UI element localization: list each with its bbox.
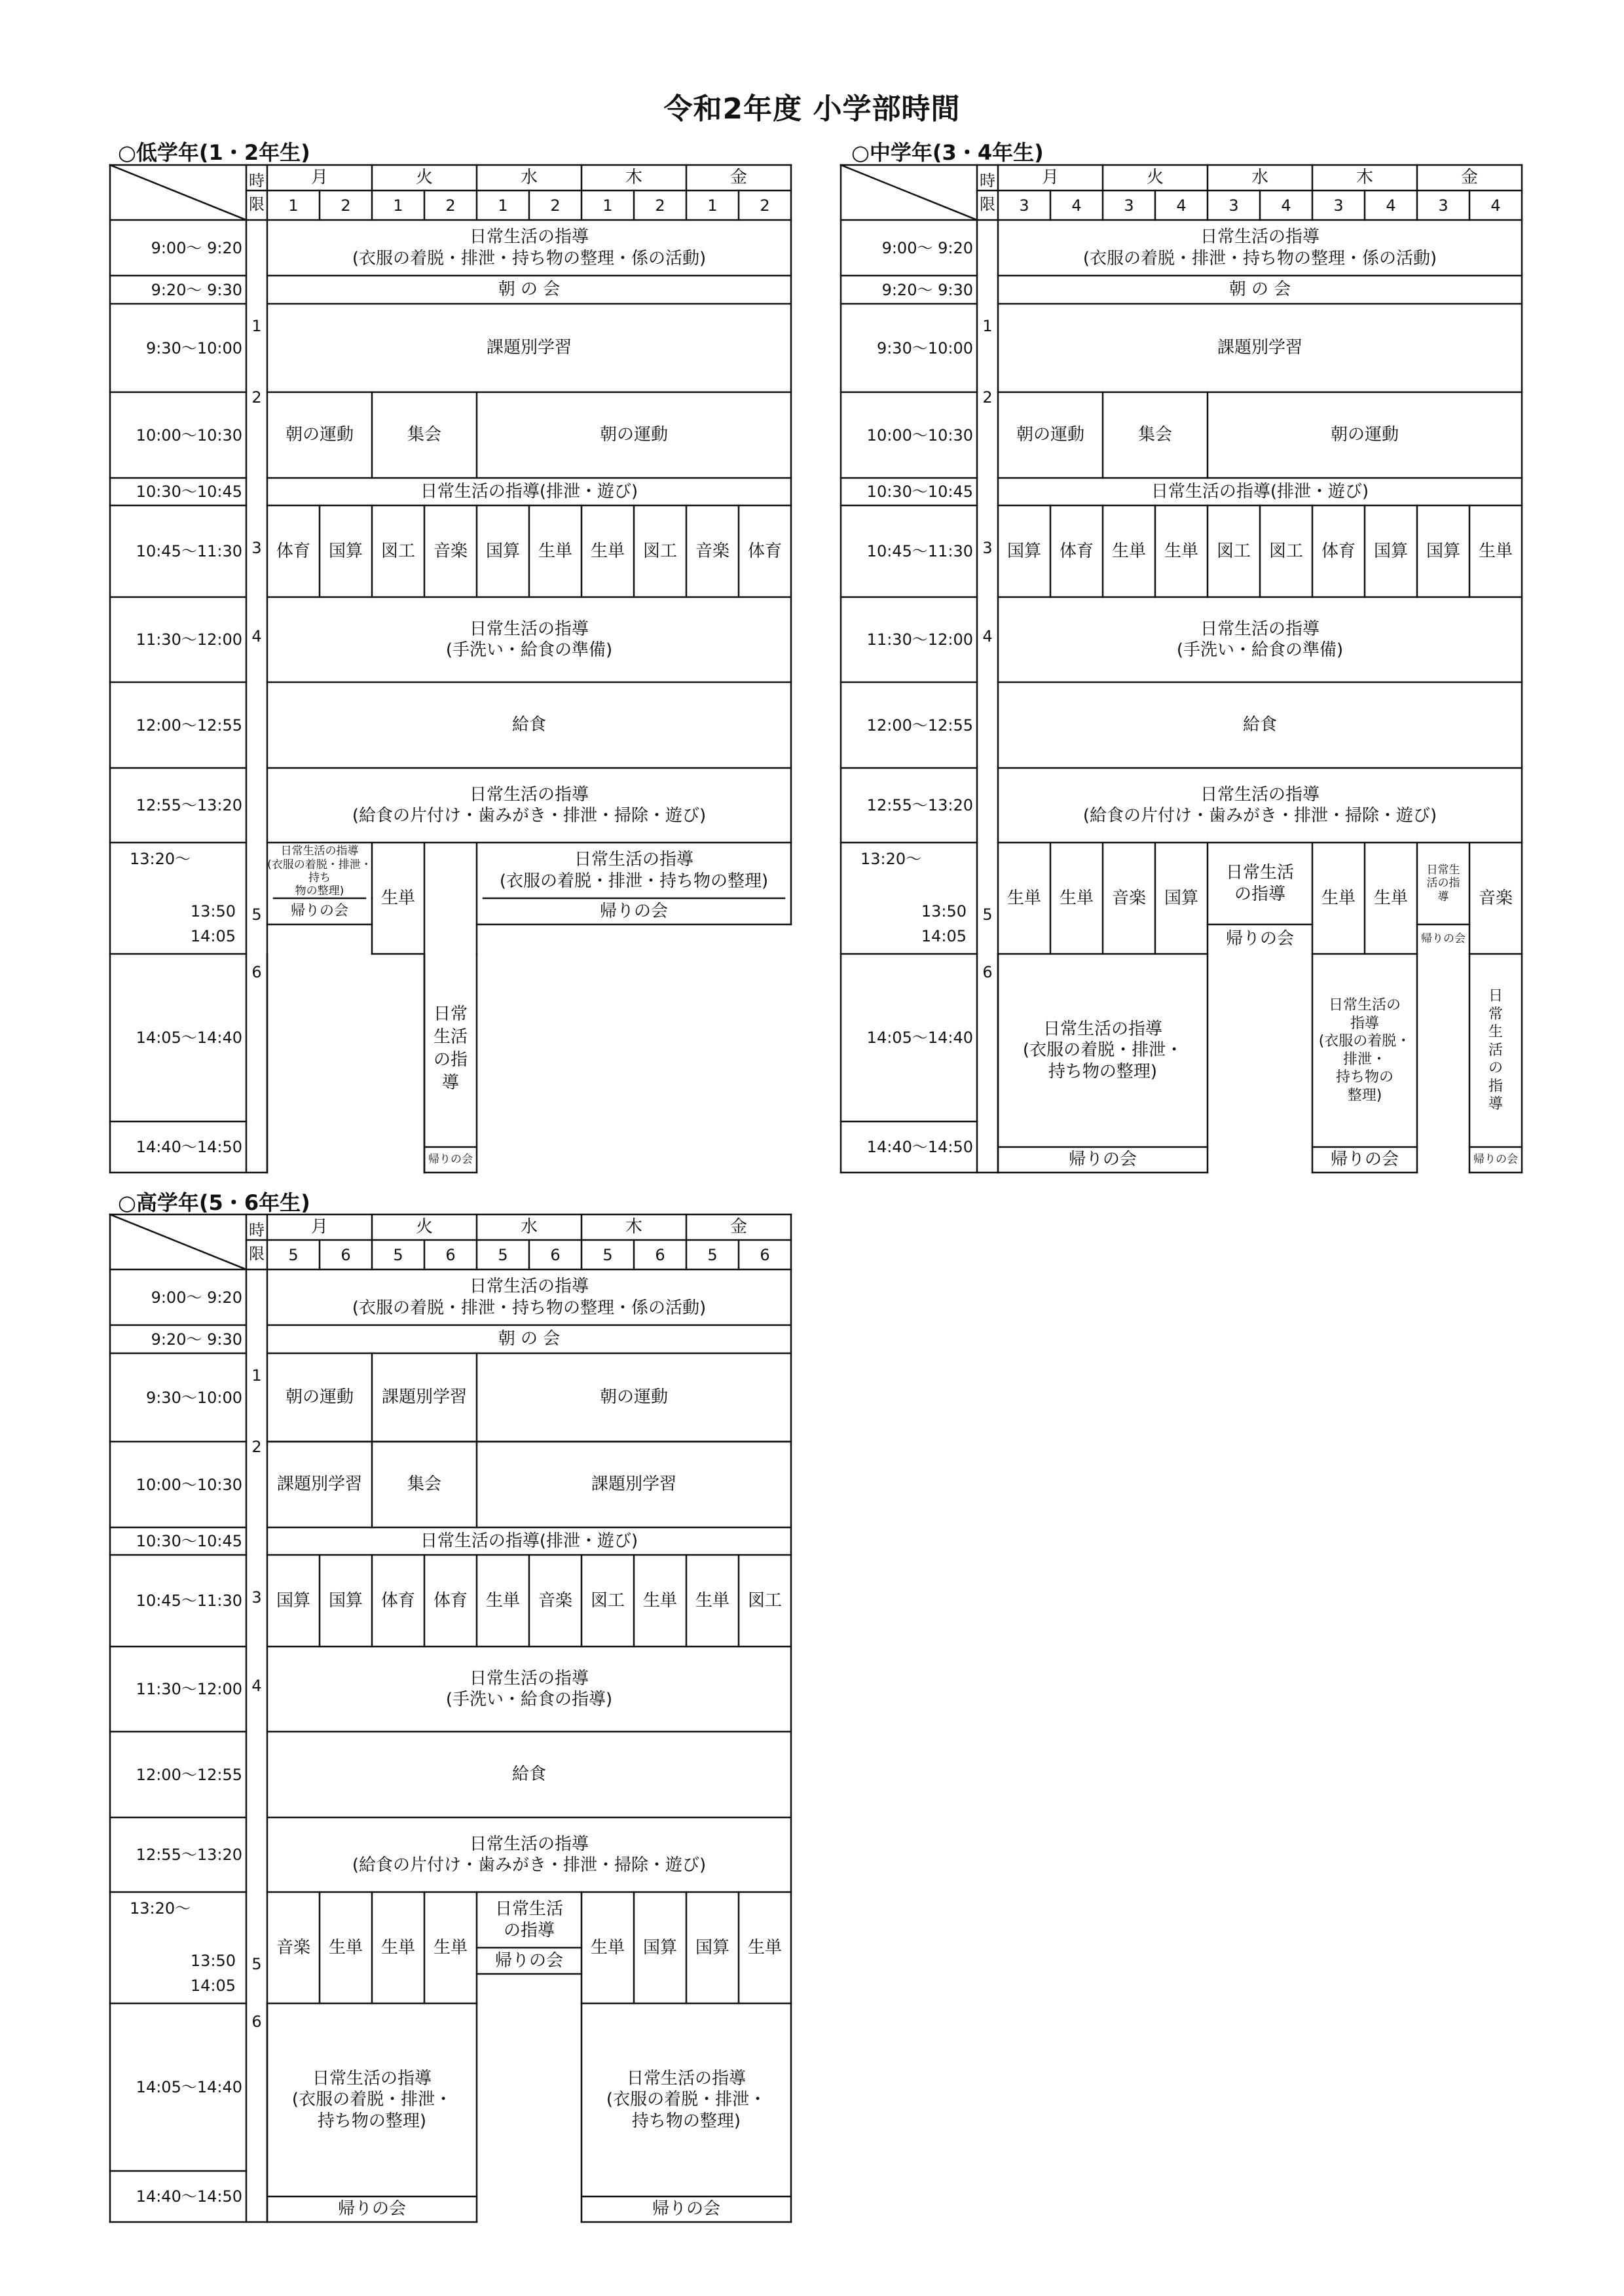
three-line-guidance: 日常生活の指導 (衣服の着脱・排泄・ 持ち物の整理) bbox=[1022, 1019, 1183, 1082]
subject-cell: 音楽 bbox=[538, 1590, 572, 1611]
subject-cell: 生単 bbox=[433, 1937, 468, 1958]
day-label: 月 bbox=[310, 168, 328, 188]
subject-cell: 国算 bbox=[642, 1937, 677, 1958]
morning-guidance: 日常生活の指導 (衣服の着脱・排泄・持ち物の整理・係の活動) bbox=[352, 227, 707, 268]
break-guidance: 日常生活の指導(排泄・遊び) bbox=[420, 481, 638, 501]
subject-cell: 図工 bbox=[642, 541, 677, 561]
day-label: 水 bbox=[1251, 168, 1268, 188]
time-label: 13:50 bbox=[921, 902, 967, 920]
kaeri-small: 帰りの会 bbox=[428, 1153, 473, 1167]
asa-undo-label: 朝の運動 bbox=[1330, 425, 1399, 445]
subject-cell: 図工 bbox=[1268, 541, 1303, 561]
subject-cell: 音楽 bbox=[433, 541, 468, 561]
time-label: 10:30～10:45 bbox=[136, 1532, 242, 1550]
subject-cell: 生単 bbox=[1478, 541, 1513, 561]
vertical-guidance: 日常 生活 の指 導 bbox=[433, 1004, 468, 1093]
after-lunch-guidance: 日常生活の指導 (給食の片付け・歯みがき・排泄・掃除・遊び) bbox=[352, 784, 707, 826]
time-label: 9:30～10:00 bbox=[145, 1388, 242, 1407]
grade-label: 4 bbox=[1281, 196, 1291, 215]
section-heading-mid: ○中学年(3・4年生) bbox=[851, 140, 1044, 165]
grade-label: 3 bbox=[1333, 196, 1344, 215]
day-label: 木 bbox=[625, 1217, 642, 1237]
vertical-guidance: 日 常 生 活 の 指 導 bbox=[1488, 988, 1503, 1113]
time-label: 14:05～14:40 bbox=[136, 2078, 242, 2096]
time-label: 10:30～10:45 bbox=[866, 483, 973, 501]
seitan-label: 生単 bbox=[1006, 888, 1041, 908]
grade-label: 4 bbox=[1176, 196, 1187, 215]
period-number: 2 bbox=[251, 388, 262, 407]
grade-label: 4 bbox=[1490, 196, 1501, 215]
kadaibetsu-label: 課題別学習 bbox=[1217, 338, 1302, 358]
period-number: 2 bbox=[982, 388, 993, 407]
asa-no-kai: 朝 の 会 bbox=[498, 1329, 561, 1349]
subject-cell: 生単 bbox=[328, 1937, 363, 1958]
jigen-label: 時 限 bbox=[980, 172, 995, 213]
period-number: 4 bbox=[251, 1677, 262, 1695]
small-guidance: 日常生活の指導 (衣服の着脱・排泄・持ち 物の整理) bbox=[267, 845, 372, 898]
kaeri-label: 帰りの会 bbox=[494, 1950, 563, 1971]
time-label: 11:30～12:00 bbox=[136, 1680, 242, 1698]
time-label: 13:50 bbox=[190, 1952, 236, 1970]
break-guidance: 日常生活の指導(排泄・遊び) bbox=[1151, 481, 1369, 501]
subject-cell: 図工 bbox=[747, 1590, 782, 1611]
two-line-guidance: 日常生活 の指導 bbox=[1225, 863, 1294, 904]
period-number: 2 bbox=[251, 1438, 262, 1456]
grade-label: 1 bbox=[602, 196, 613, 215]
subject-cell: 図工 bbox=[590, 1590, 625, 1611]
break-guidance: 日常生活の指導(排泄・遊び) bbox=[420, 1531, 638, 1551]
grade-label: 5 bbox=[498, 1245, 508, 1264]
subject-cell: 生単 bbox=[380, 1937, 415, 1958]
lunch-prep-guidance: 日常生活の指導 (手洗い・給食の準備) bbox=[445, 619, 613, 660]
corner-diagonal bbox=[110, 1214, 246, 1269]
music-label: 音楽 bbox=[1478, 888, 1513, 908]
grade-label: 5 bbox=[393, 1245, 403, 1264]
jigen-label: 時 限 bbox=[249, 172, 265, 213]
time-label: 9:30～10:00 bbox=[876, 338, 973, 357]
subject-cell: 国算 bbox=[328, 1590, 363, 1611]
day-label: 金 bbox=[729, 1217, 747, 1237]
day-label: 月 bbox=[1041, 168, 1059, 188]
subject-cell: 国算 bbox=[328, 541, 363, 561]
kaeri-label: 帰りの会 bbox=[652, 2199, 720, 2219]
grade-label: 2 bbox=[550, 196, 561, 215]
grade-label: 2 bbox=[655, 196, 665, 215]
day-label: 金 bbox=[729, 168, 747, 188]
period-number: 1 bbox=[251, 317, 262, 335]
grade-label: 2 bbox=[341, 196, 351, 215]
period-number: 4 bbox=[251, 627, 262, 646]
subject-cell: 生単 bbox=[747, 1937, 782, 1958]
period-number: 5 bbox=[982, 905, 993, 924]
grade-label: 1 bbox=[707, 196, 718, 215]
lunch-label: 給食 bbox=[511, 715, 546, 735]
grade-label: 5 bbox=[602, 1245, 613, 1264]
time-label: 14:05 bbox=[190, 1977, 236, 1995]
time-label: 14:40～14:50 bbox=[136, 2187, 242, 2206]
after-lunch-guidance: 日常生活の指導 (給食の片付け・歯みがき・排泄・掃除・遊び) bbox=[352, 1834, 707, 1875]
kokusan-label: 国算 bbox=[1164, 888, 1198, 908]
subject-cell: 国算 bbox=[695, 1937, 729, 1958]
time-label: 14:05～14:40 bbox=[136, 1029, 242, 1047]
day-label: 火 bbox=[1146, 168, 1164, 188]
day-label: 火 bbox=[415, 168, 433, 188]
time-label: 10:45～11:30 bbox=[136, 542, 242, 560]
wide-guidance: 日常生活の指導 (衣服の着脱・排泄・持ち物の整理) bbox=[499, 850, 769, 891]
music-label: 音楽 bbox=[1111, 888, 1146, 908]
grade-label: 5 bbox=[288, 1245, 299, 1264]
period-number: 6 bbox=[982, 962, 993, 981]
seitan-label: 生単 bbox=[380, 888, 415, 908]
time-label: 14:05～14:40 bbox=[866, 1029, 973, 1047]
grade-label: 3 bbox=[1228, 196, 1239, 215]
time-label: 14:05 bbox=[190, 927, 236, 945]
asa-undo-label: 朝の運動 bbox=[285, 425, 354, 445]
lunch-label: 給食 bbox=[1242, 715, 1277, 735]
subject-cell: 生単 bbox=[485, 1590, 520, 1611]
time-label: 10:00～10:30 bbox=[136, 1475, 242, 1494]
grade-label: 3 bbox=[1019, 196, 1029, 215]
kadaibetsu-label: 課題別学習 bbox=[591, 1474, 676, 1495]
grade-label: 2 bbox=[760, 196, 770, 215]
time-label: 12:00～12:55 bbox=[136, 1765, 242, 1784]
period-number: 3 bbox=[251, 539, 262, 557]
shukai-label: 集会 bbox=[407, 1474, 441, 1495]
time-label: 9:00～ 9:20 bbox=[881, 238, 973, 257]
page-title: 令和2年度 小学部時間 bbox=[663, 92, 961, 126]
period-number: 1 bbox=[251, 1366, 262, 1385]
subject-cell: 体育 bbox=[433, 1590, 468, 1611]
kaeri-label: 帰りの会 bbox=[1068, 1150, 1137, 1170]
grade-label: 5 bbox=[707, 1245, 718, 1264]
period-number: 1 bbox=[982, 317, 993, 335]
grade-label: 1 bbox=[288, 196, 299, 215]
period-number: 6 bbox=[251, 2012, 262, 2031]
subject-cell: 生単 bbox=[1164, 541, 1198, 561]
lunch-prep-guidance: 日常生活の指導 (手洗い・給食の指導) bbox=[445, 1668, 613, 1709]
asa-undo-label: 朝の運動 bbox=[599, 425, 668, 445]
time-label: 12:55～13:20 bbox=[136, 796, 242, 814]
subject-cell: 体育 bbox=[276, 541, 310, 561]
time-label: 9:20～ 9:30 bbox=[881, 280, 973, 299]
time-label: 12:55～13:20 bbox=[866, 796, 973, 814]
three-line-guidance: 日常生活の指導 (衣服の着脱・排泄・ 持ち物の整理) bbox=[606, 2068, 767, 2131]
tall-guidance: 日常生活の 指導 (衣服の着脱・ 排泄・ 持ち物の 整理) bbox=[1318, 997, 1411, 1104]
lunch-label: 給食 bbox=[511, 1764, 546, 1785]
period-number: 5 bbox=[251, 1955, 262, 1973]
time-label: 10:45～11:30 bbox=[136, 1592, 242, 1610]
day-label: 月 bbox=[310, 1217, 328, 1237]
asa-undo-label: 朝の運動 bbox=[285, 1387, 354, 1408]
time-label: 9:30～10:00 bbox=[145, 338, 242, 357]
kadaibetsu-label: 課題別学習 bbox=[486, 338, 572, 358]
subject-cell: 図工 bbox=[380, 541, 415, 561]
kadaibetsu-label: 課題別学習 bbox=[381, 1387, 467, 1408]
kaeri-small: 帰りの会 bbox=[1421, 932, 1466, 946]
grade-label: 4 bbox=[1386, 196, 1396, 215]
kadaibetsu-label: 課題別学習 bbox=[276, 1474, 362, 1495]
kaeri-label: 帰りの会 bbox=[290, 903, 348, 920]
subject-cell: 体育 bbox=[380, 1590, 415, 1611]
kaeri-label: 帰りの会 bbox=[337, 2199, 406, 2219]
kaeri-small: 帰りの会 bbox=[1473, 1153, 1518, 1167]
grade-label: 6 bbox=[445, 1245, 456, 1264]
three-line-guidance: 日常生活の指導 (衣服の着脱・排泄・ 持ち物の整理) bbox=[291, 2068, 452, 2131]
asa-undo-label: 朝の運動 bbox=[599, 1387, 668, 1408]
subject-cell: 生単 bbox=[590, 541, 625, 561]
kaeri-label: 帰りの会 bbox=[599, 901, 668, 921]
grade-label: 6 bbox=[655, 1245, 665, 1264]
time-label: 11:30～12:00 bbox=[866, 630, 973, 649]
shukai-label: 集会 bbox=[407, 425, 441, 445]
after-lunch-guidance: 日常生活の指導 (給食の片付け・歯みがき・排泄・掃除・遊び) bbox=[1082, 784, 1437, 826]
section-heading-high: ○高学年(5・6年生) bbox=[118, 1190, 310, 1215]
time-label: 13:20～ bbox=[130, 850, 191, 868]
tiny-guidance: 日常生 活の指 導 bbox=[1426, 863, 1460, 903]
asa-no-kai: 朝 の 会 bbox=[1228, 280, 1291, 300]
period-number: 6 bbox=[251, 962, 262, 981]
time-label: 9:20～ 9:30 bbox=[151, 1330, 242, 1349]
asa-no-kai: 朝 の 会 bbox=[498, 280, 561, 300]
time-label: 10:00～10:30 bbox=[136, 426, 242, 445]
subject-cell: 国算 bbox=[1373, 541, 1408, 561]
subject-cell: 図工 bbox=[1216, 541, 1251, 561]
two-line-guidance: 日常生活 の指導 bbox=[494, 1899, 563, 1941]
subject-cell: 国算 bbox=[276, 1590, 310, 1611]
grade-label: 6 bbox=[550, 1245, 561, 1264]
period-number: 5 bbox=[251, 905, 262, 924]
time-label: 10:45～11:30 bbox=[866, 542, 973, 560]
subject-cell: 音楽 bbox=[695, 541, 729, 561]
time-label: 14:05 bbox=[921, 927, 967, 945]
grade-label: 6 bbox=[341, 1245, 351, 1264]
period-number: 4 bbox=[982, 627, 993, 646]
subject-cell: 体育 bbox=[1321, 541, 1356, 561]
subject-cell: 国算 bbox=[485, 541, 520, 561]
day-label: 火 bbox=[415, 1217, 433, 1237]
section-heading-low: ○低学年(1・2年生) bbox=[118, 140, 310, 165]
time-label: 10:30～10:45 bbox=[136, 483, 242, 501]
grade-label: 1 bbox=[498, 196, 508, 215]
day-label: 水 bbox=[520, 1217, 538, 1237]
subject-cell: 生単 bbox=[538, 541, 572, 561]
time-label: 10:00～10:30 bbox=[866, 426, 973, 445]
grade-label: 4 bbox=[1071, 196, 1082, 215]
kaeri-label: 帰りの会 bbox=[1330, 1150, 1399, 1170]
subject-cell: 国算 bbox=[1006, 541, 1041, 561]
morning-guidance: 日常生活の指導 (衣服の着脱・排泄・持ち物の整理・係の活動) bbox=[352, 1277, 707, 1318]
subject-cell: 音楽 bbox=[276, 1937, 310, 1958]
corner-diagonal bbox=[110, 165, 246, 220]
day-label: 木 bbox=[1356, 168, 1373, 188]
seitan-label: 生単 bbox=[1059, 888, 1094, 908]
grade-label: 1 bbox=[393, 196, 403, 215]
time-label: 14:40～14:50 bbox=[866, 1138, 973, 1156]
time-label: 12:00～12:55 bbox=[866, 716, 973, 735]
grade-label: 3 bbox=[1438, 196, 1449, 215]
time-label: 9:00～ 9:20 bbox=[151, 1288, 242, 1307]
time-label: 13:20～ bbox=[860, 850, 922, 868]
asa-undo-label: 朝の運動 bbox=[1016, 425, 1084, 445]
day-label: 水 bbox=[520, 168, 538, 188]
subject-cell: 体育 bbox=[1059, 541, 1094, 561]
kaeri-label: 帰りの会 bbox=[1225, 929, 1294, 949]
subject-cell: 生単 bbox=[642, 1590, 677, 1611]
period-number: 3 bbox=[251, 1588, 262, 1607]
time-label: 14:40～14:50 bbox=[136, 1138, 242, 1156]
grade-label: 3 bbox=[1124, 196, 1134, 215]
subject-cell: 生単 bbox=[1111, 541, 1146, 561]
seitan-label: 生単 bbox=[1373, 888, 1408, 908]
grade-label: 6 bbox=[760, 1245, 770, 1264]
jigen-label: 時 限 bbox=[249, 1221, 265, 1263]
seitan-label: 生単 bbox=[1321, 888, 1356, 908]
time-label: 9:00～ 9:20 bbox=[151, 238, 242, 257]
grade-label: 2 bbox=[445, 196, 456, 215]
lunch-prep-guidance: 日常生活の指導 (手洗い・給食の準備) bbox=[1176, 619, 1344, 660]
time-label: 12:55～13:20 bbox=[136, 1846, 242, 1864]
subject-cell: 生単 bbox=[590, 1937, 625, 1958]
subject-cell: 体育 bbox=[747, 541, 782, 561]
time-label: 13:20～ bbox=[130, 1899, 191, 1918]
corner-diagonal bbox=[841, 165, 977, 220]
period-number: 3 bbox=[982, 539, 993, 557]
shukai-label: 集会 bbox=[1137, 425, 1172, 445]
subject-cell: 生単 bbox=[695, 1590, 729, 1611]
day-label: 木 bbox=[625, 168, 642, 188]
time-label: 12:00～12:55 bbox=[136, 716, 242, 735]
time-label: 13:50 bbox=[190, 902, 236, 920]
time-label: 11:30～12:00 bbox=[136, 630, 242, 649]
subject-cell: 国算 bbox=[1426, 541, 1460, 561]
time-label: 9:20～ 9:30 bbox=[151, 280, 242, 299]
day-label: 金 bbox=[1460, 168, 1478, 188]
morning-guidance: 日常生活の指導 (衣服の着脱・排泄・持ち物の整理・係の活動) bbox=[1082, 227, 1437, 268]
